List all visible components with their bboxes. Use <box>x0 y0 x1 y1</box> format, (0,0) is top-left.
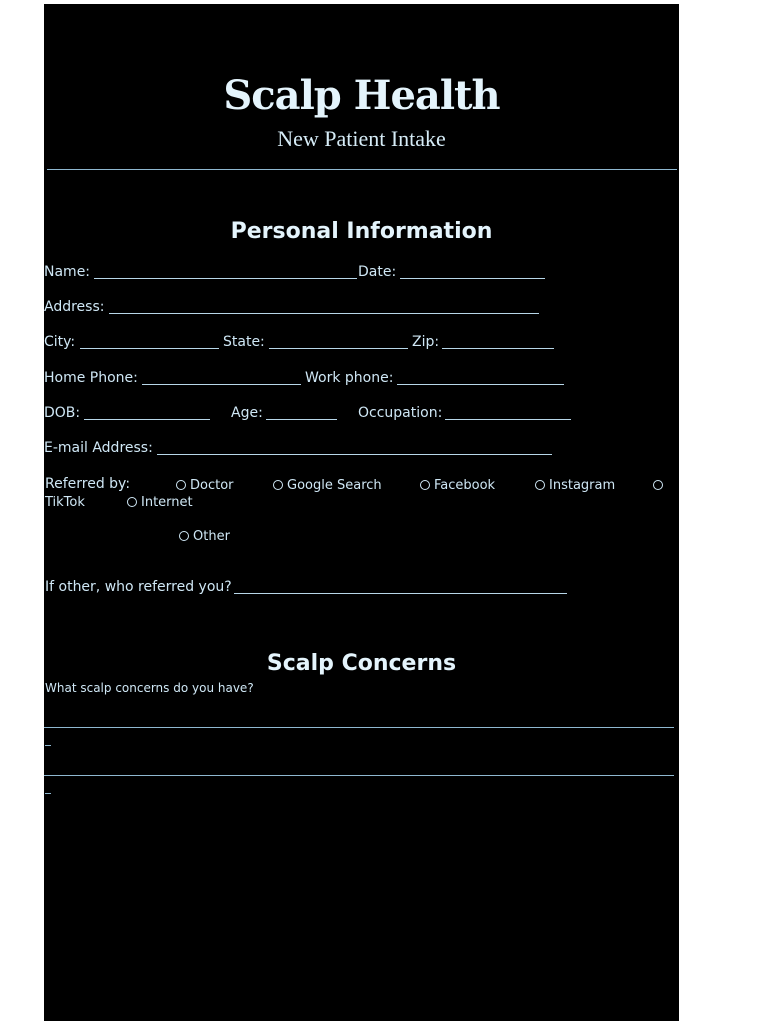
radio-icon[interactable] <box>179 531 189 541</box>
intake-form-page <box>44 4 679 1021</box>
address-label: Address: <box>44 299 105 315</box>
radio-icon[interactable] <box>176 480 186 490</box>
state-field[interactable] <box>269 348 408 349</box>
referral-option-tiktok-label: TikTok <box>45 495 85 510</box>
form-title: Scalp Health <box>223 72 500 119</box>
referral-option-instagram[interactable]: Instagram <box>535 478 615 493</box>
age-label: Age: <box>231 405 263 421</box>
email-row <box>44 440 679 458</box>
home-phone-field[interactable] <box>142 384 301 385</box>
scalp-concerns-heading: Scalp Concerns <box>266 651 457 676</box>
radio-icon[interactable] <box>535 480 545 490</box>
dob-age-occupation-row <box>44 405 679 423</box>
concerns-answer-line-1-wrap <box>45 745 51 746</box>
occupation-label: Occupation: <box>358 405 443 421</box>
email-label: E-mail Address: <box>44 440 153 456</box>
referral-option-internet[interactable]: Internet <box>127 495 193 510</box>
city-state-zip-row <box>44 334 679 352</box>
age-field[interactable] <box>266 419 337 420</box>
concerns-answer-line-1[interactable] <box>44 727 674 728</box>
referral-option-other[interactable]: Other <box>179 529 230 544</box>
radio-icon[interactable] <box>420 480 430 490</box>
work-phone-label: Work phone: <box>305 370 394 386</box>
name-label: Name: <box>44 264 91 280</box>
city-label: City: <box>44 334 76 350</box>
zip-label: Zip: <box>412 334 440 350</box>
home-phone-label: Home Phone: <box>44 370 138 386</box>
dob-label: DOB: <box>44 405 81 421</box>
concerns-answer-line-2-wrap <box>45 793 51 794</box>
date-label: Date: <box>358 264 397 280</box>
date-field[interactable] <box>400 278 545 279</box>
work-phone-field[interactable] <box>397 384 564 385</box>
dob-field[interactable] <box>84 419 210 420</box>
name-date-row <box>44 264 679 282</box>
referral-option-facebook[interactable]: Facebook <box>420 478 495 493</box>
address-row <box>44 299 679 317</box>
referral-option-google-search[interactable]: Google Search <box>273 478 382 493</box>
referred-by-label: Referred by: <box>45 476 131 492</box>
personal-information-heading: Personal Information <box>230 219 493 244</box>
occupation-field[interactable] <box>445 419 571 420</box>
state-label: State: <box>223 334 265 350</box>
header-divider <box>47 169 677 170</box>
scalp-concerns-question: What scalp concerns do you have? <box>45 681 254 695</box>
name-field[interactable] <box>94 278 357 279</box>
city-field[interactable] <box>80 348 219 349</box>
radio-icon[interactable] <box>273 480 283 490</box>
zip-field[interactable] <box>442 348 554 349</box>
radio-icon[interactable] <box>127 497 137 507</box>
concerns-answer-line-2[interactable] <box>44 775 674 776</box>
referral-option-doctor[interactable]: Doctor <box>176 478 234 493</box>
email-field[interactable] <box>157 454 552 455</box>
address-field[interactable] <box>109 313 539 314</box>
phone-row <box>44 370 679 388</box>
referral-option-tiktok-radio[interactable] <box>653 478 667 493</box>
other-referral-row <box>44 579 679 597</box>
radio-icon[interactable] <box>653 480 663 490</box>
other-referral-field[interactable] <box>234 593 567 594</box>
other-referral-label: If other, who referred you? <box>45 579 232 595</box>
form-subtitle: New Patient Intake <box>277 126 446 151</box>
